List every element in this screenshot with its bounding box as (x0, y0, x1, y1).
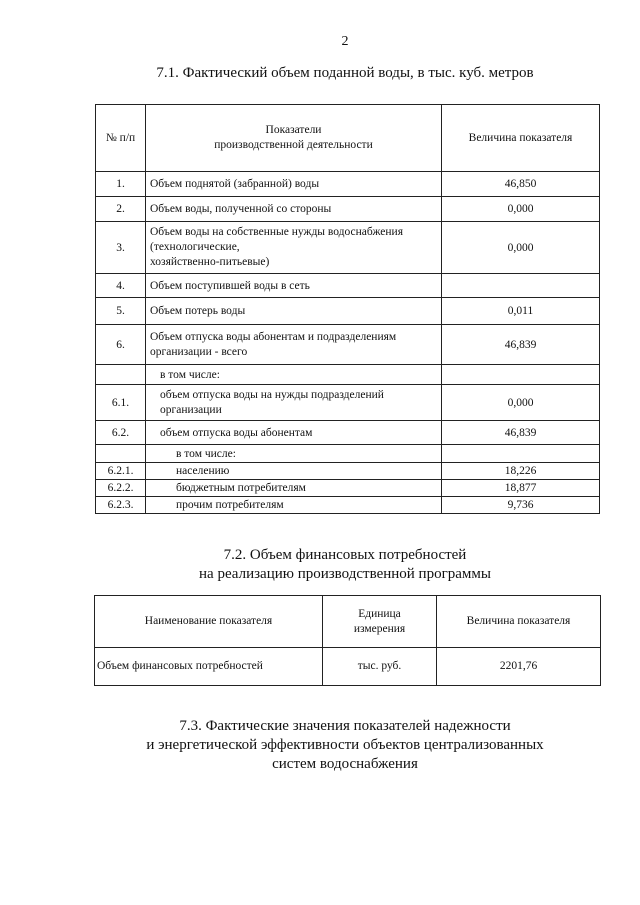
table-row (96, 274, 600, 298)
header-indicator (146, 105, 442, 172)
table-row (96, 172, 600, 197)
row-value: 18,226 (442, 463, 600, 480)
row-value: 46,850 (442, 172, 600, 197)
row-text-line: организации (160, 403, 222, 416)
table-row (96, 325, 600, 365)
row-value: 0,000 (442, 385, 600, 421)
row-num: 5. (96, 298, 146, 325)
row-value (442, 365, 600, 385)
row-num: 6.2.3. (96, 497, 146, 514)
financial-needs-table (94, 595, 601, 686)
table-row (96, 480, 600, 497)
table-row (96, 365, 600, 385)
row-name: Объем финансовых потребностей (95, 648, 323, 686)
water-volume-table (95, 104, 600, 514)
row-text-line: хозяйственно-питьевые) (150, 256, 270, 268)
row-text-line: объем отпуска воды на нужды подразделений (160, 388, 384, 401)
row-value: 9,736 (442, 497, 600, 514)
section-7-2-title (0, 546, 640, 584)
row-num: 6.2. (96, 421, 146, 445)
table-row (96, 197, 600, 222)
row-text: населению (146, 463, 442, 480)
row-num: 6.2.1. (96, 463, 146, 480)
header-unit-line2: измерения (353, 622, 406, 635)
row-text-line: Объем отпуска воды абонентам и подразделениям (150, 330, 397, 343)
section-7-2-title-line1: 7.2. Объем финансовых потребностей (223, 547, 467, 563)
row-unit: тыс. руб. (323, 648, 437, 686)
header-value: Величина показателя (442, 105, 600, 172)
row-value: 0,000 (442, 197, 600, 222)
row-value: 46,839 (442, 421, 600, 445)
table-row (96, 222, 600, 274)
row-value: 0,000 (442, 222, 600, 274)
table-header-row (96, 105, 600, 172)
row-text (146, 222, 442, 274)
header-name: Наименование показателя (95, 596, 323, 648)
section-7-1-title: 7.1. Фактический объем поданной воды, в тыс. куб. метров (156, 65, 534, 81)
row-num: 1. (96, 172, 146, 197)
row-text: Объем поступившей воды в сеть (146, 274, 442, 298)
section-7-3-title-line1: 7.3. Фактические значения показателей надежности (179, 718, 511, 734)
row-text (146, 385, 442, 421)
row-text: Объем поднятой (забранной) воды (146, 172, 442, 197)
row-text: Объем потерь воды (146, 298, 442, 325)
row-num (96, 445, 146, 463)
row-num: 4. (96, 274, 146, 298)
row-text: бюджетным потребителям (146, 480, 442, 497)
row-value: 46,839 (442, 325, 600, 365)
table-row (96, 463, 600, 480)
header-num: № п/п (96, 105, 146, 172)
row-text: прочим потребителям (146, 497, 442, 514)
row-text (146, 325, 442, 365)
header-indicator-line1: Показатели (265, 124, 322, 136)
header-unit-line1: Единица (358, 607, 401, 620)
row-text: объем отпуска воды абонентам (146, 421, 442, 445)
table-row (96, 445, 600, 463)
section-7-2-title-line2: на реализацию производственной программы (199, 566, 491, 582)
row-num: 6. (96, 325, 146, 365)
header-indicator-line2: производственной деятельности (214, 139, 373, 151)
header-unit (323, 596, 437, 648)
table-row (96, 497, 600, 514)
table-row (96, 298, 600, 325)
section-7-3-title (0, 717, 640, 774)
row-num: 2. (96, 197, 146, 222)
table-row (96, 385, 600, 421)
section-7-3-title-line2: и энергетической эффективности объектов централизованных (146, 737, 544, 753)
row-num: 6.1. (96, 385, 146, 421)
row-num (96, 365, 146, 385)
header-value: Величина показателя (437, 596, 601, 648)
table-row (96, 421, 600, 445)
row-num: 3. (96, 222, 146, 274)
row-value: 0,011 (442, 298, 600, 325)
section-7-3-title-line3: систем водоснабжения (272, 756, 418, 772)
row-text: в том числе: (146, 445, 442, 463)
row-text: в том числе: (146, 365, 442, 385)
page-number: 2 (341, 34, 349, 49)
table-row (95, 648, 601, 686)
row-text: Объем воды, полученной со стороны (146, 197, 442, 222)
row-value: 2201,76 (437, 648, 601, 686)
row-text-line: (технологические, (150, 241, 240, 253)
table-header-row (95, 596, 601, 648)
row-value (442, 274, 600, 298)
row-text-line: Объем воды на собственные нужды водоснабжения (150, 226, 403, 238)
row-value: 18,877 (442, 480, 600, 497)
row-text-line: организации - всего (150, 345, 248, 358)
row-num: 6.2.2. (96, 480, 146, 497)
row-value (442, 445, 600, 463)
